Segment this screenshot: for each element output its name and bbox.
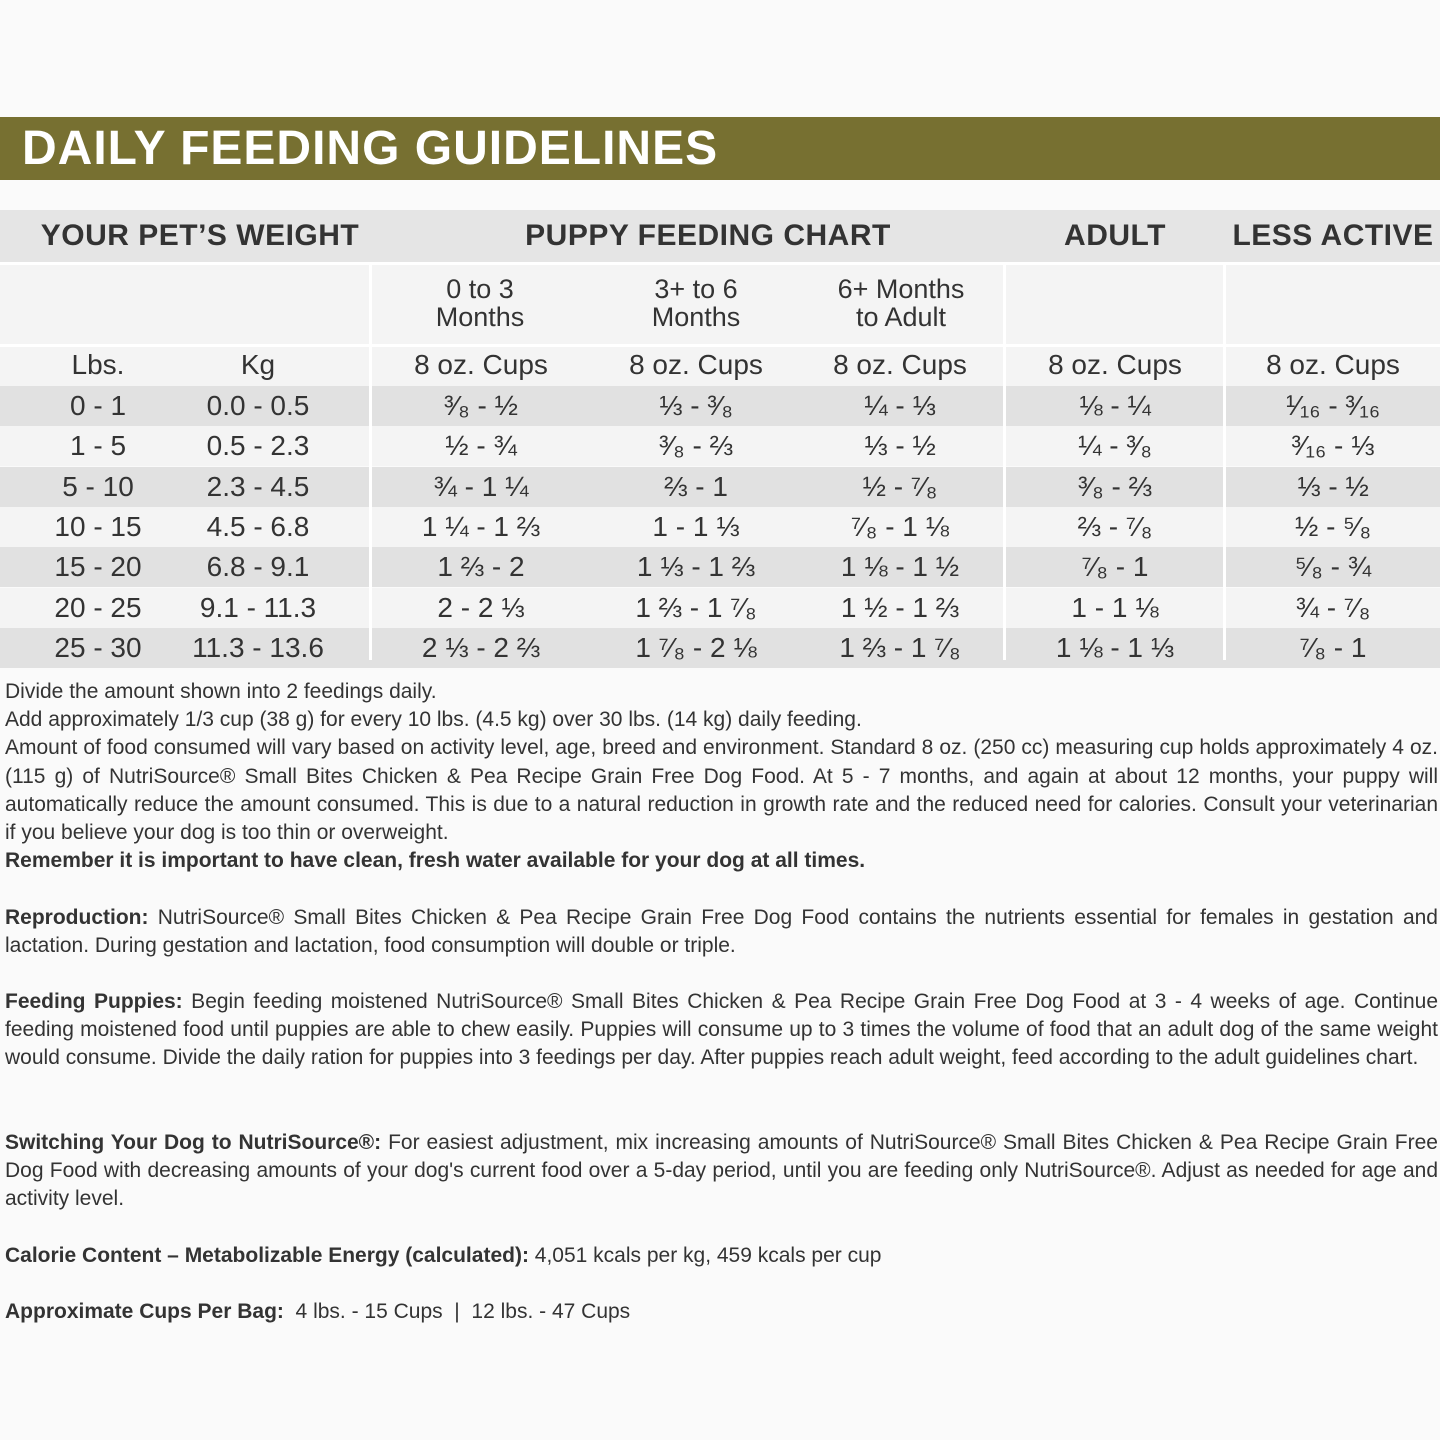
feeding-puppies-text: Begin feeding moistened NutriSource® Small Bites Chicken & Pea Recipe Grain Free Dog Food at 3 - 4 weeks of age. Continue feeding moistened food until puppies are able to chew easily. Puppies will consume up to 3 times the volume of food that an adult dog of the same weight would consume. Divide the daily ration for puppies into 3 feedings per day. After puppies reach adult weight, feed according to the adult guidelines chart. — [5, 990, 1439, 1070]
calorie-text: 4,051 kcals per kg, 459 kcals per cup — [528, 1244, 882, 1267]
cell-puppy-3-6: 1 ⅓ - 1 ⅔ — [636, 551, 756, 583]
unit-lbs: Lbs. — [71, 349, 125, 380]
cell-puppy-0-3: 1 ⅔ - 2 — [437, 551, 525, 583]
age-0-3-months: 0 to 3 Months — [435, 274, 525, 332]
switching-section — [5, 1129, 1438, 1214]
cell-puppy-0-3: 2 ⅓ - 2 ⅔ — [421, 631, 541, 663]
cell-adult: ³⁄₈ - ⅔ — [1078, 470, 1152, 502]
column-divider — [1223, 262, 1226, 660]
page-title: DAILY FEEDING GUIDELINES — [22, 122, 719, 175]
cell-adult: 1 - 1 ⅛ — [1071, 591, 1159, 623]
cell-puppy-3-6: 1 ⁷⁄₈ - 2 ⅛ — [635, 631, 757, 663]
cell-lbs: 20 - 25 — [54, 591, 142, 623]
cell-kg: 6.8 - 9.1 — [206, 551, 310, 583]
cell-puppy-0-3: ¾ - 1 ¼ — [433, 470, 529, 502]
cell-less-active: ¾ - ⁷⁄₈ — [1295, 591, 1371, 623]
cell-kg: 0.0 - 0.5 — [206, 390, 310, 421]
age-3-6-months: 3+ to 6 Months — [651, 274, 741, 332]
unit-cups: 8 oz. Cups — [1048, 349, 1182, 380]
switching-text: For easiest adjustment, mix increasing amounts of NutriSource® Small Bites Chicken & Pea Recipe Grain Free Dog Food with decreasing amounts of your dog's current food over a 5-day period, until you are feeding only NutriSource®. Adjust as needed for age and activity level. — [5, 1131, 1438, 1211]
note-add-cup: Add approximately 1/3 cup (38 g) for every 10 lbs. (4.5 kg) over 30 lbs. (14 kg) daily feeding. — [5, 708, 862, 732]
cups-per-bag-label: Approximate Cups Per Bag: — [5, 1300, 284, 1323]
cell-kg: 0.5 - 2.3 — [206, 430, 310, 462]
cell-puppy-6-adult: 1 ⅛ - 1 ½ — [840, 551, 960, 583]
cups-per-bag-section — [5, 1298, 1438, 1326]
cell-less-active: ³⁄₁₆ - ⅓ — [1291, 430, 1375, 462]
reproduction-text: NutriSource® Small Bites Chicken & Pea Recipe Grain Free Dog Food contains the nutrients essential for females in gestation and lactation. During gestation and lactation, food consumption will double or triple. — [5, 906, 1438, 958]
unit-cups: 8 oz. Cups — [629, 349, 763, 380]
cell-less-active: ⅓ - ½ — [1297, 470, 1369, 502]
calorie-section — [5, 1242, 1438, 1270]
header-puppy-chart: PUPPY FEEDING CHART — [525, 219, 891, 252]
cell-less-active: ½ - ⁵⁄₈ — [1294, 510, 1372, 542]
cell-puppy-3-6: 1 ⅔ - 1 ⁷⁄₈ — [635, 591, 757, 623]
header-weight: YOUR PET’S WEIGHT — [40, 219, 360, 252]
reproduction-section — [5, 904, 1438, 960]
cell-less-active: ⁷⁄₈ - 1 — [1299, 631, 1367, 663]
cell-puppy-0-3: ³⁄₈ - ½ — [444, 390, 518, 421]
header-adult: ADULT — [1064, 219, 1166, 252]
cell-lbs: 1 - 5 — [69, 430, 127, 462]
unit-cups: 8 oz. Cups — [833, 349, 967, 380]
column-divider — [1003, 262, 1006, 660]
cell-puppy-6-adult: 1 ⅔ - 1 ⁷⁄₈ — [839, 631, 961, 663]
cell-less-active: ¹⁄₁₆ - ³⁄₁₆ — [1285, 390, 1381, 421]
feeding-puppies-label: Feeding Puppies: — [5, 990, 183, 1013]
cell-puppy-6-adult: ⁷⁄₈ - 1 ⅛ — [851, 510, 949, 542]
cell-puppy-3-6: ³⁄₈ - ⅔ — [659, 430, 733, 462]
calorie-label: Calorie Content – Metabolizable Energy (calculated): — [5, 1244, 529, 1267]
cell-kg: 11.3 - 13.6 — [192, 631, 324, 663]
unit-cups: 8 oz. Cups — [1266, 349, 1400, 380]
feeding-table — [0, 210, 1440, 663]
feeding-notes — [5, 678, 1438, 875]
cell-kg: 2.3 - 4.5 — [206, 470, 310, 502]
cell-kg: 4.5 - 6.8 — [206, 510, 310, 542]
cell-puppy-0-3: ½ - ¾ — [445, 430, 517, 462]
unit-kg: Kg — [240, 349, 276, 380]
cell-puppy-6-adult: ½ - ⁷⁄₈ — [862, 470, 938, 502]
cell-puppy-6-adult: ⅓ - ½ — [864, 430, 936, 462]
header-less-active: LESS ACTIVE — [1232, 219, 1434, 252]
cell-lbs: 25 - 30 — [54, 631, 142, 663]
feeding-puppies-section — [5, 988, 1438, 1073]
cell-adult: ⅛ - ¼ — [1079, 390, 1151, 421]
age-6-months-adult: 6+ Months to Adult — [837, 274, 965, 332]
cell-lbs: 15 - 20 — [54, 551, 142, 583]
cell-puppy-6-adult: 1 ½ - 1 ⅔ — [840, 591, 960, 623]
cell-lbs: 5 - 10 — [62, 470, 134, 502]
cell-puppy-3-6: ⅔ - 1 — [664, 470, 728, 502]
cell-lbs: 0 - 1 — [69, 390, 127, 421]
note-divide: Divide the amount shown into 2 feedings daily. — [5, 680, 437, 703]
cell-puppy-3-6: ⅓ - ³⁄₈ — [659, 390, 733, 421]
cups-per-bag-text: 4 lbs. - 15 Cups | 12 lbs. - 47 Cups — [283, 1300, 631, 1323]
cell-less-active: ⁵⁄₈ - ¾ — [1294, 551, 1372, 583]
note-amount: Amount of food consumed will vary based on activity level, age, breed and environment. Standard 8 oz. (250 cc) measuring cup holds approximately 4 oz. (115 g) of NutriSource® Small Bites Chicken & Pea Recipe Grain Free Dog Food. At 5 - 7 months, and again at about 12 months, your puppy will automatically reduce the amount consumed. This is due to a natural reduction in growth rate and the reduced need for calories. Consult your veterinarian if you believe your dog is too thin or overweight. — [5, 736, 1438, 845]
switching-label: Switching Your Dog to NutriSource®: — [5, 1131, 382, 1154]
cell-lbs: 10 - 15 — [54, 510, 142, 542]
cell-kg: 9.1 - 11.3 — [199, 591, 317, 623]
column-divider — [369, 262, 372, 660]
cell-adult: ⅔ - ⁷⁄₈ — [1077, 510, 1153, 542]
cell-puppy-0-3: 2 - 2 ⅓ — [437, 591, 525, 623]
cell-adult: 1 ⅛ - 1 ⅓ — [1055, 631, 1175, 663]
cell-puppy-0-3: 1 ¼ - 1 ⅔ — [421, 510, 541, 542]
cell-adult: ⁷⁄₈ - 1 — [1081, 551, 1149, 583]
unit-cups: 8 oz. Cups — [414, 349, 548, 380]
cell-adult: ¼ - ³⁄₈ — [1078, 430, 1152, 462]
cell-puppy-3-6: 1 - 1 ⅓ — [652, 510, 740, 542]
cell-puppy-6-adult: ¼ - ⅓ — [864, 390, 936, 421]
note-water: Remember it is important to have clean, fresh water available for your dog at all times. — [5, 849, 866, 873]
reproduction-label: Reproduction: — [5, 906, 149, 929]
